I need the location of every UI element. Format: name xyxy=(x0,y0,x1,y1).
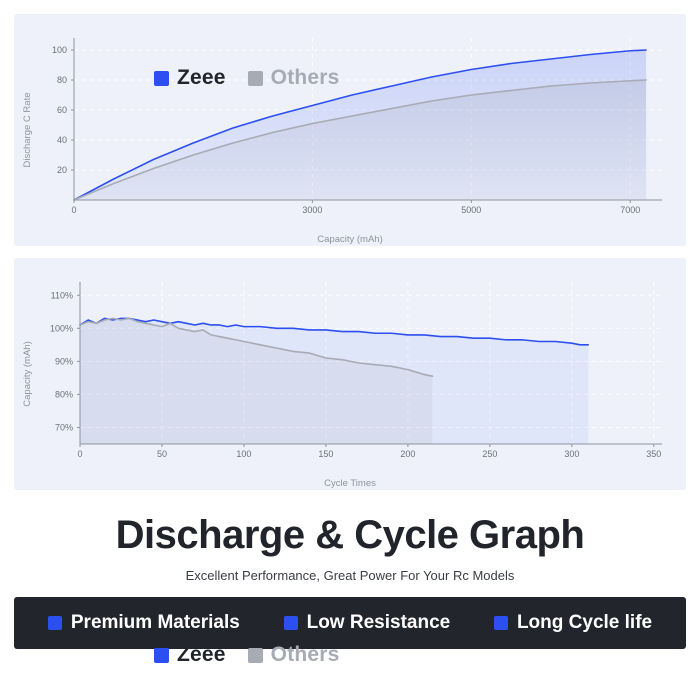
svg-text:100: 100 xyxy=(51,45,67,56)
feature-label: Long Cycle life xyxy=(516,612,653,633)
y-axis-title: Discharge C Rate xyxy=(22,92,33,168)
page-subtitle: Excellent Performance, Great Power For Your Rc Models xyxy=(185,568,515,583)
svg-text:60: 60 xyxy=(56,105,67,116)
legend-label-zeee: Zeee xyxy=(177,643,226,666)
discharge-chart-svg xyxy=(14,14,686,246)
discharge-chart-legend xyxy=(154,66,340,90)
feature-item xyxy=(48,612,240,634)
cycle-chart-plot xyxy=(14,258,686,490)
svg-text:250: 250 xyxy=(482,449,498,459)
bullet-icon xyxy=(284,616,298,630)
feature-bar xyxy=(14,597,686,649)
legend-item-others xyxy=(248,66,340,90)
legend-item-others xyxy=(248,643,340,667)
feature-item xyxy=(494,612,652,634)
svg-text:80: 80 xyxy=(56,75,67,86)
svg-text:7000: 7000 xyxy=(620,205,641,215)
svg-text:350: 350 xyxy=(646,449,662,459)
page-title: Discharge & Cycle Graph xyxy=(115,513,585,557)
discharge-chart-card xyxy=(14,14,686,246)
svg-text:110%: 110% xyxy=(50,290,73,301)
svg-text:40: 40 xyxy=(56,135,67,146)
legend-swatch-others xyxy=(248,648,263,663)
svg-text:90%: 90% xyxy=(54,356,73,367)
legend-swatch-zeee xyxy=(154,648,169,663)
legend-swatch-others xyxy=(248,71,263,86)
legend-label-zeee: Zeee xyxy=(177,66,226,89)
x-axis-title: Capacity (mAh) xyxy=(317,234,383,245)
svg-text:70%: 70% xyxy=(54,422,73,433)
feature-label: Low Resistance xyxy=(306,612,451,633)
legend-item-zeee xyxy=(154,66,226,90)
svg-text:5000: 5000 xyxy=(461,205,482,215)
legend-item-zeee xyxy=(154,643,226,667)
svg-text:50: 50 xyxy=(156,449,167,459)
svg-text:300: 300 xyxy=(564,449,580,459)
bullet-icon xyxy=(48,616,62,630)
svg-text:20: 20 xyxy=(56,165,67,176)
svg-text:3000: 3000 xyxy=(302,205,323,215)
x-axis-title: Cycle Times xyxy=(324,478,376,489)
cycle-chart-legend xyxy=(154,643,340,667)
bullet-icon xyxy=(494,616,508,630)
feature-label: Premium Materials xyxy=(70,612,240,633)
svg-text:0: 0 xyxy=(71,205,77,215)
svg-text:0: 0 xyxy=(77,449,83,459)
y-axis-title: Capacity (mAh) xyxy=(22,341,33,407)
svg-text:200: 200 xyxy=(400,449,416,459)
svg-text:150: 150 xyxy=(318,449,334,459)
cycle-chart-svg xyxy=(14,258,686,490)
series-group xyxy=(80,318,588,444)
svg-text:100%: 100% xyxy=(49,323,73,334)
legend-label-others: Others xyxy=(270,643,340,666)
feature-item xyxy=(284,612,451,634)
svg-text:80%: 80% xyxy=(54,389,73,400)
discharge-chart-plot xyxy=(14,14,686,246)
svg-text:100: 100 xyxy=(236,449,252,459)
title-block xyxy=(14,500,686,583)
legend-label-others: Others xyxy=(270,66,340,89)
legend-swatch-zeee xyxy=(154,71,169,86)
